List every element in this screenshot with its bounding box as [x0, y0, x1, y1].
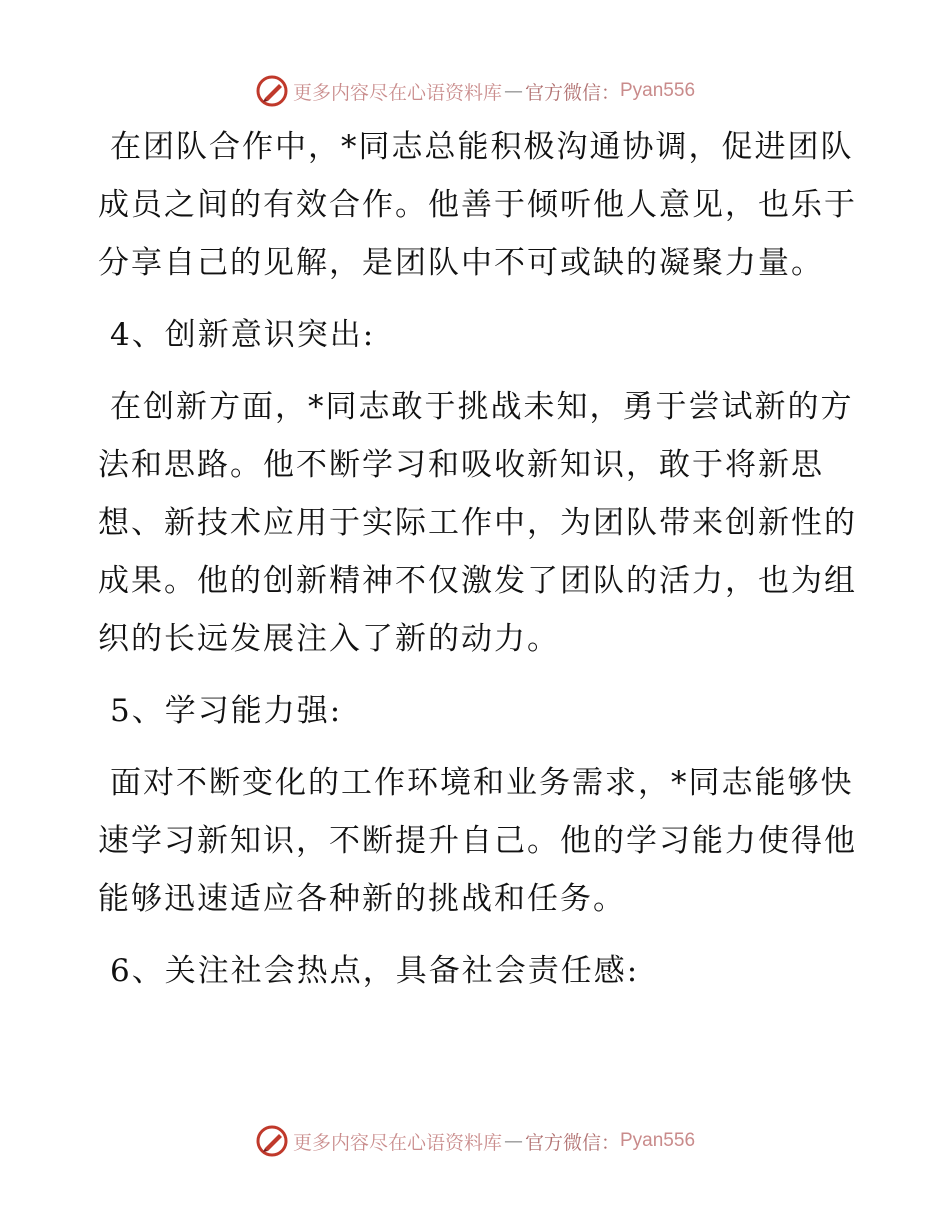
watermark-separator: — — [503, 80, 523, 102]
watermark-brand: 更多内容尽在心语资料库 — [292, 1131, 502, 1154]
pen-logo-icon — [255, 1124, 289, 1158]
heading-social-responsibility: 6、关注社会热点，具备社会责任感: — [110, 953, 640, 989]
document-body — [98, 118, 858, 1000]
watermark-wechat-id: Pyan556 — [620, 1130, 696, 1151]
watermark-wechat-label: 官方微信： — [524, 81, 620, 104]
footer-watermark — [0, 1121, 950, 1161]
watermark-separator: — — [503, 1130, 523, 1152]
heading-innovation: 4、创新意识突出: — [110, 317, 376, 353]
pen-logo-icon — [255, 74, 289, 108]
paragraph-innovation: 在创新方面，*同志敢于挑战未知，勇于尝试新的方法和思路。他不断学习和吸收新知识，敢于将新思想、新技术应用于实际工作中，为团队带来创新性的成果。他的创新精神不仅激发了团队的活力，也为组织的长远发展注入了新的动力。 — [98, 389, 857, 657]
watermark-wechat-label: 官方微信： — [524, 1131, 620, 1154]
heading-learning: 5、学习能力强: — [110, 693, 343, 729]
header-watermark — [0, 71, 950, 111]
paragraph-teamwork: 在团队合作中，*同志总能积极沟通协调，促进团队成员之间的有效合作。他善于倾听他人意见，也乐于分享自己的见解，是团队中不可或缺的凝聚力量。 — [98, 129, 857, 281]
watermark-wechat-id: Pyan556 — [620, 80, 696, 101]
paragraph-learning: 面对不断变化的工作环境和业务需求，*同志能够快速学习新知识，不断提升自己。他的学习能力使得他能够迅速适应各种新的挑战和任务。 — [98, 765, 857, 917]
watermark-brand: 更多内容尽在心语资料库 — [292, 81, 502, 104]
